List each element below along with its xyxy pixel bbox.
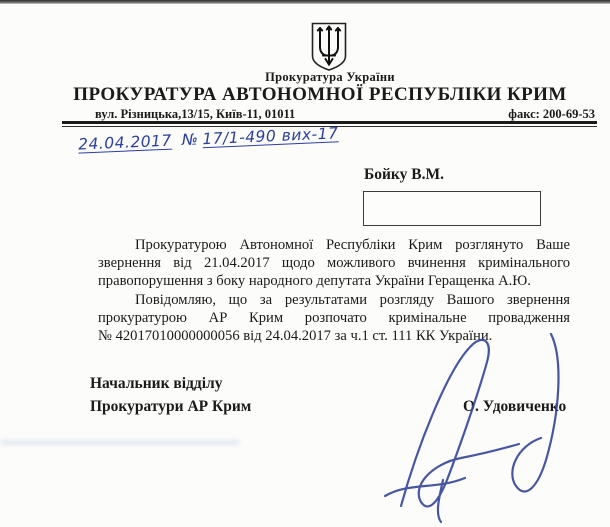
letterhead-fax: факс: 200-69-53 <box>508 107 595 121</box>
signer-title <box>90 372 251 418</box>
ukraine-trident-emblem-icon <box>311 22 347 72</box>
number-sign: № <box>181 130 199 150</box>
ink-smudge-artifact <box>0 440 240 445</box>
body-line: звернення від 21.04.2017 щодо можливого вчинення кримінального <box>98 255 570 272</box>
signer-title-line1: Начальник відділу <box>90 375 223 392</box>
body-line: правопорушення з боку народного депутата України Геращенка А.Ю. <box>98 273 531 290</box>
handwritten-number: 17/1-490 вих-17 <box>201 124 339 149</box>
handwritten-outgoing-reference <box>78 124 339 153</box>
emblem-caption: Прокуратура України <box>265 70 395 84</box>
scan-edge-artifact <box>0 0 610 4</box>
body-line: № 42017010000000056 від 24.04.2017 за ч.1 ст. 111 КК України. <box>98 328 493 345</box>
letterhead-contact-row <box>95 107 595 122</box>
organization-name: ПРОКУРАТУРА АВТОНОМНОЇ РЕСПУБЛІКИ КРИМ <box>73 84 567 105</box>
handwritten-signature <box>383 328 588 524</box>
body-line: прокуратурою АР Крим розпочато кримінальне провадження <box>98 309 570 326</box>
body-line: Прокуратурою Автономної Республіки Крим розглянуто Ваше <box>135 237 570 253</box>
redacted-address-box <box>363 191 541 226</box>
signer-title-line2: Прокуратури АР Крим <box>90 398 252 415</box>
signer-name: О. Удовиченко <box>463 398 567 415</box>
letterhead-address: вул. Різницька,13/15, Київ-11, 01011 <box>95 107 296 121</box>
handwritten-date: 24.04.2017 <box>77 131 173 154</box>
body-line: Повідомляю, що за результатами розгляду Вашого звернення <box>135 291 570 308</box>
addressee-name: Бойку В.М. <box>364 166 444 183</box>
